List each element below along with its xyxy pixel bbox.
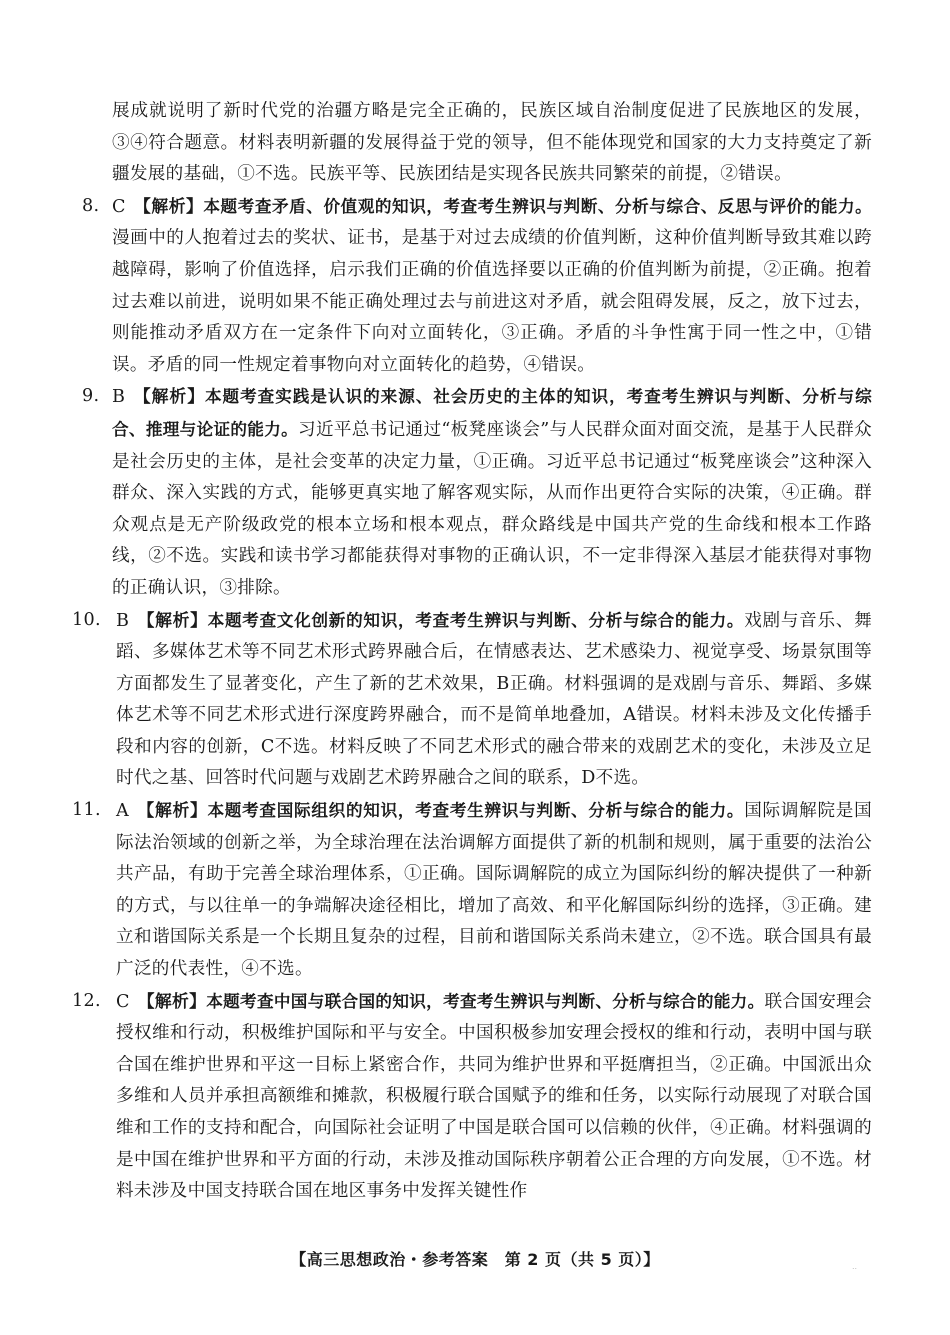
scan-mark: .. — [852, 1262, 858, 1271]
answer-content — [72, 96, 873, 1208]
page-footer: 【高三思想政治・参考答案 第 2 页（共 5 页）】 — [290, 1250, 660, 1269]
item-number: 12. — [72, 990, 101, 1011]
analysis-tag: 【解析】 — [137, 800, 208, 821]
analysis-tag: 【解析】 — [133, 386, 205, 407]
analysis-tag: 【解析】 — [137, 609, 208, 630]
item-number: 11. — [72, 800, 101, 821]
item-lead: 本题考查矛盾、价值观的知识，考查考生辨识与判断、分析与综合、反思与评价的能力。 — [203, 196, 873, 216]
item-answer: C — [112, 196, 126, 217]
answer-item-12 — [72, 986, 872, 1208]
analysis-tag: 【解析】 — [137, 990, 207, 1011]
analysis-tag: 【解析】 — [133, 195, 204, 216]
item-answer: B — [116, 610, 130, 631]
item-body: 戏剧与音乐、舞蹈、多媒体艺术等不同艺术形式跨界融合后，在情感表达、艺术感染力、视觉享受、场景氛围等方面都发生了显著变化，产生了新的艺术效果，B正确。材料强调的是戏剧与音乐、舞蹈、多媒体艺术等不同艺术形式进行深度跨界融合，而不是简单地叠加，A错误。材料未涉及文化传播手段和内容的创新，C不选。材料反映了不同艺术形式的融合带来的戏剧艺术的变化，未涉及立足时代之基、回答时代问题与戏剧艺术跨界融合之间的联系，D不选。 — [116, 610, 872, 789]
item-answer: A — [116, 801, 130, 822]
answer-item-8 — [82, 191, 872, 382]
item-lead: 本题考查国际组织的知识，考查考生辨识与判断、分析与综合的能力。 — [207, 801, 745, 821]
answer-item-10 — [72, 605, 872, 796]
continued-paragraph: 展成就说明了新时代党的治疆方略是完全正确的，民族区域自治制度促进了民族地区的发展，③④符合题意。材料表明新疆的发展得益于党的领导，但不能体现党和国家的大力支持奠定了新疆发展的基础，①不选。民族平等、民族团结是实现各民族共同繁荣的前提，②错误。 — [112, 101, 872, 185]
item-answer: B — [112, 387, 126, 408]
item-body: 漫画中的人抱着过去的奖状、证书，是基于对过去成绩的价值判断，这种价值判断导致其难以跨越障碍，影响了价值选择，启示我们正确的价值选择要以正确的价值判断为前提，②正确。抱着过去难以前进，说明如果不能正确处理过去与前进这对矛盾，就会阻碍发展，反之，放下过去，则能推动矛盾双方在一定条件下向对立面转化，③正确。矛盾的斗争性寓于同一性之中，①错误。矛盾的同一性规定着事物向对立面转化的趋势，④错误。 — [112, 228, 872, 375]
item-body: 联合国安理会授权维和行动，积极维护国际和平与安全。中国积极参加安理会授权的维和行动，表明中国与联合国在维护世界和平这一目标上紧密合作，共同为维护世界和平挺膺担当，②正确。中国派出众多维和人员并承担高额维和摊款，积极履行联合国赋予的维和任务，以实际行动展现了对联合国维和工作的支持和配合，向国际社会证明了中国是联合国可以信赖的伙伴，④正确。材料强调的是中国在维护世界和平方面的行动，未涉及推动国际秩序朝着公正合理的方向发展，①不选。材料未涉及中国支持联合国在地区事务中发挥关键性作 — [116, 991, 872, 1202]
item-number: 8. — [82, 195, 100, 216]
item-number: 10. — [72, 609, 101, 630]
item-body: 国际调解院是国际法治领域的创新之举，为全球治理在法治调解方面提供了新的机制和规则，属于重要的法治公共产品，有助于完善全球治理体系，①正确。国际调解院的成立为国际纠纷的解决提供了一种新的方式，与以往单一的争端解决途径相比，增加了高效、和平化解国际纠纷的选择，③正确。建立和谐国际关系是一个长期且复杂的过程，目前和谐国际关系尚未建立，②不选。联合国具有最广泛的代表性，④不选。 — [116, 801, 872, 980]
item-lead: 本题考查中国与联合国的知识，考查考生辨识与判断、分析与综合的能力。 — [206, 991, 765, 1011]
item-lead: 本题考查文化创新的知识，考查考生辨识与判断、分析与综合的能力。 — [207, 610, 745, 630]
item-answer: C — [116, 991, 130, 1012]
answer-item-9 — [82, 381, 872, 604]
item-number: 9. — [82, 386, 100, 407]
item-lead: 本题考查实践是认识的来源、社会历史的主体的知识，考查考生辨识与判断、分析与综合、推理与论证的能力。 — [112, 387, 872, 439]
item-body: 习近平总书记通过“板凳座谈会”与人民群众面对面交流，是基于人民群众是社会历史的主体，是社会变革的决定力量，①正确。习近平总书记通过“板凳座谈会”这种深入群众、深入实践的方式，能够更真实地了解客观实际，从而作出更符合实际的决策，④正确。群众观点是无产阶级政党的根本立场和根本观点，群众路线是中国共产党的生命线和根本工作路线，②不选。实践和读书学习都能获得对事物的正确认识，不一定非得深入基层才能获得对事物的正确认识，③排除。 — [112, 419, 872, 598]
answer-item-11 — [72, 795, 872, 986]
